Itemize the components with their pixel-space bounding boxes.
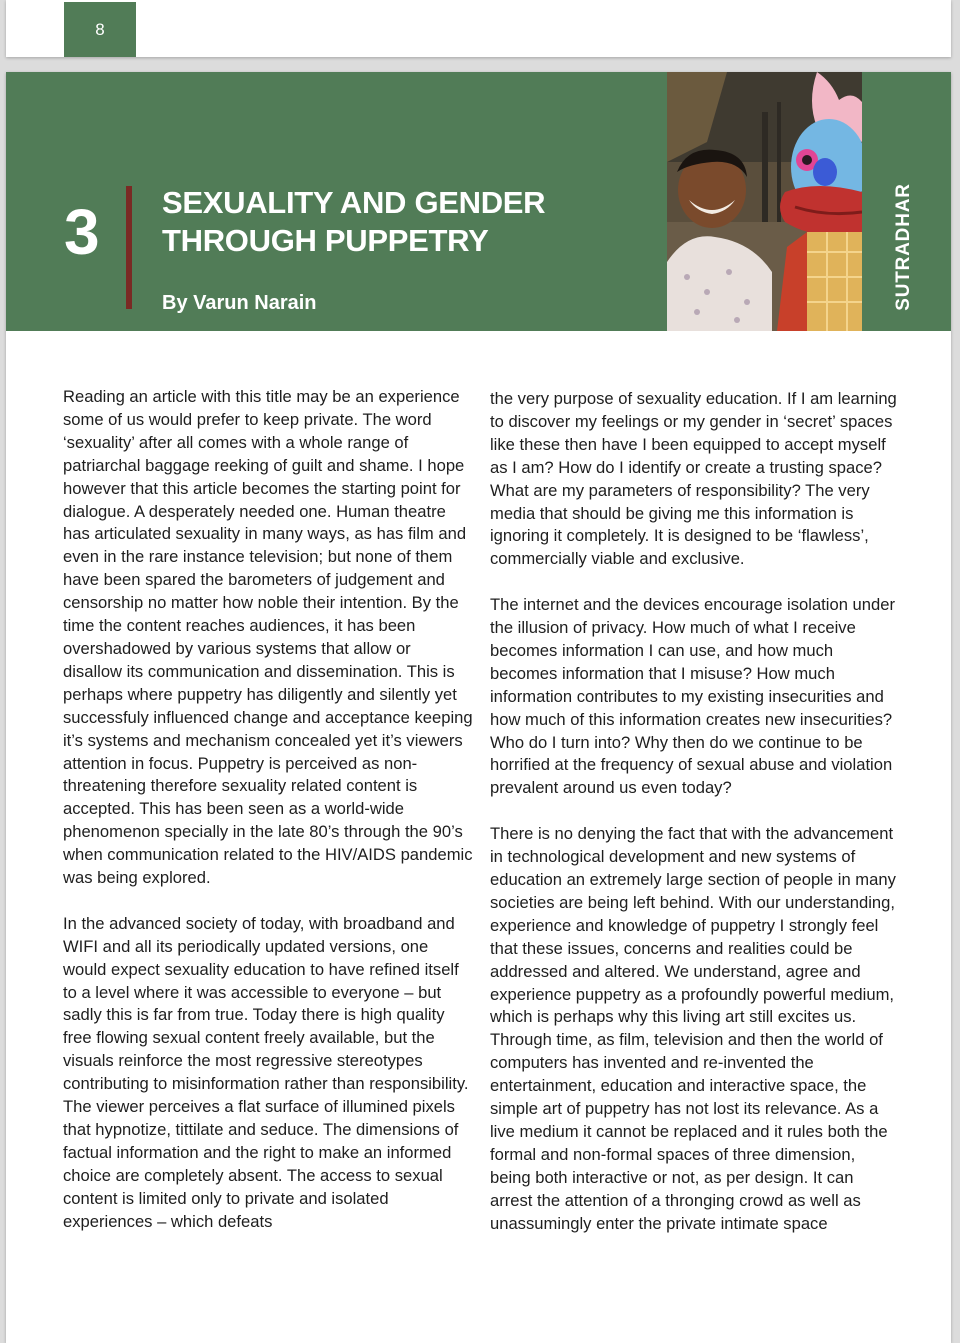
magazine-side-label: [889, 172, 919, 322]
header-photo-man-with-puppet: [667, 72, 862, 331]
article-byline: By Varun Narain: [162, 292, 317, 314]
article-title-line-2: THROUGH PUPPETRY: [162, 223, 489, 258]
article-title-line-1: SEXUALITY AND GENDER: [162, 185, 546, 220]
paragraph: In the advanced society of today, with broadband and WIFI and all its periodically updated versions, one would expect sexuality education to have refined itself to a level where it was accessible to everyone – but sadly this is far from true. Today there is high quality free flowing sexual content freely available, but the visuals reinforce the most regressive stereotypes contributing to misinformation rather than responsibility. The viewer perceives a flat surface of illumined pixels that hypnotize, tittilate and seduce. The dimensions of factual information and the right to make an informed choice are completely absent. The access to sexual content is limited only to private and isolated experiences – which defeats: [63, 913, 469, 1231]
paragraph: The internet and the devices encourage isolation under the illusion of privacy. How much of what I receive becomes information I can use, and how much becomes information that I misuse? How much information contributes to my existing insecurities and how much of this information creates new insecurities? Who do I turn into? Why then do we continue to be horrified at the frequency of sexual abuse and violation prevalent around us even today?: [490, 595, 895, 798]
side-label-text: SUTRADHAR: [893, 183, 914, 311]
magazine-page: [6, 72, 951, 1343]
paragraph: the very purpose of sexuality education. If I am learning to discover my feelings or my gender in ‘secret’ spaces like these then have I been equipped to accept myself as I am? How do I identify or create a trusting space? What are my parameters of responsibility? The very media that should be giving me this information is ignoring it completely. It is designed to be ‘flawless’, commercially viable and exclusive.: [490, 389, 897, 569]
article-title: [162, 184, 582, 260]
previous-page-strip: [6, 0, 951, 57]
article-column-left: [63, 386, 473, 1256]
title-divider-rule: [126, 186, 132, 309]
paragraph: There is no denying the fact that with the advancement in technological development and new systems of education an extremely large section of people in many societies are being left behind. With our understanding, experience and knowledge of puppetry I strongly feel that these issues, concerns and realities could be addressed and altered. We understand, agree and experience puppetry as a profoundly powerful medium, which is perhaps why this living art still excites us. Through time, as film, television and then the world of computers has invented and re-invented the entertainment, education and interactive space, the simple art of puppetry has not lost its relevance. As a live medium it cannot be replaced and it rules both the formal and non-formal spaces of three dimension, being both interactive or not, as per design. It can arrest the attention of a thronging crowd as well as unassumingly enter the private intimate space: [490, 824, 896, 1233]
article-column-right: [490, 388, 900, 1258]
previous-page-number: 8: [64, 2, 136, 57]
article-header-banner: [6, 72, 951, 331]
paragraph: Reading an article with this title may be an experience some of us would prefer to keep private. The word ‘sexuality’ after all comes with a whole range of patriarchal baggage reeking of guilt and shame. I hope however that this article becomes the starting point for dialogue. A desperately needed one. Human theatre has articulated sexuality in many ways, as has film and even in the rare instance television; but none of them have been spared the barometers of judgement and censorship no matter how noble their intention. By the time the content reaches audiences, it has been overshadowed by various systems that allow or disallow its communication and dissemination. This is perhaps where puppetry has diligently and silently yet successfuly influenced change and acceptance keeping it’s systems and mechanism concealed yet it’s viewers attention in focus. Puppetry is perceived as non-threatening therefore sexuality related content is accepted. This has been seen as a world-wide phenomenon specially in the late 80’s through the 90’s when communication related to the HIV/AIDS pandemic was being explored.: [63, 387, 473, 888]
chapter-number: 3: [64, 196, 100, 268]
